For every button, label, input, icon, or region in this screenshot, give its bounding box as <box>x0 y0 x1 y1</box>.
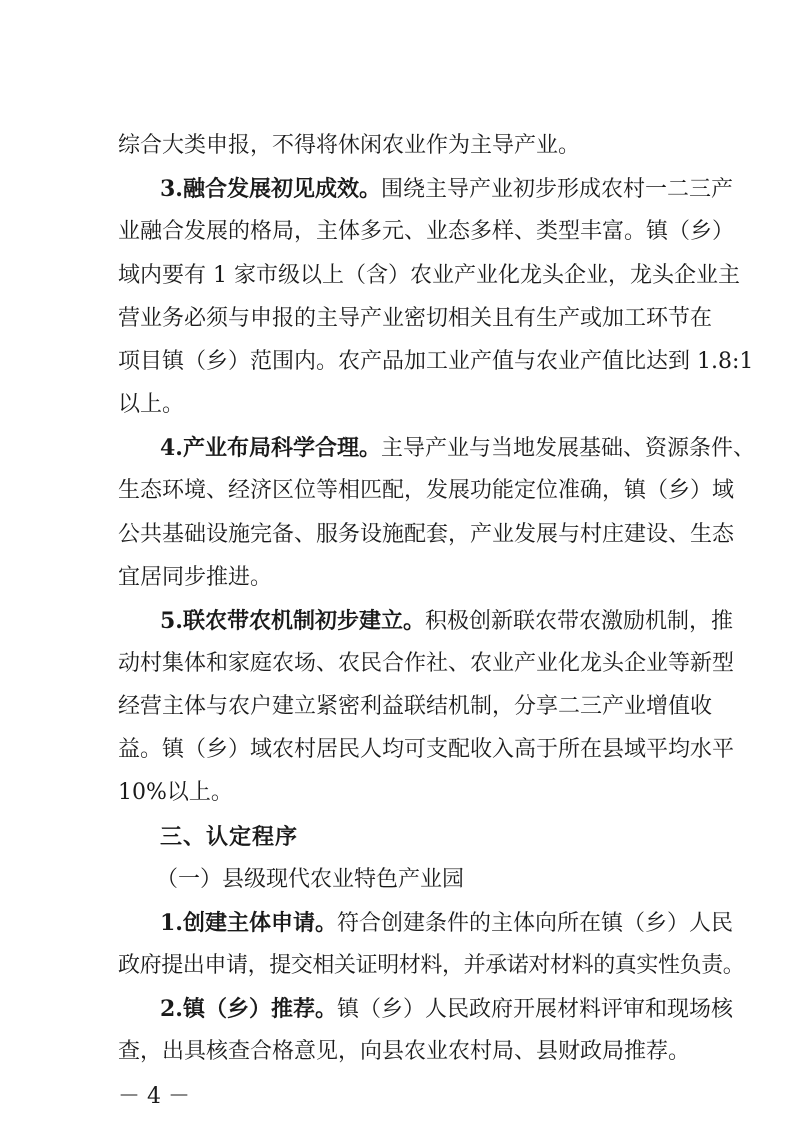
paragraph-line <box>160 174 733 205</box>
item-title: 1.创建主体申请。 <box>160 910 337 936</box>
item-title: 5.联农带农机制初步建立。 <box>160 608 425 634</box>
item-text: 积极创新联农带农激励机制，推 <box>424 609 733 634</box>
paragraph-line: 10%以上。 <box>118 780 233 805</box>
item-title: 3.融合发展初见成效。 <box>160 176 381 202</box>
paragraph-line <box>160 908 733 939</box>
paragraph-line: 益。镇（乡）域农村居民人均可支配收入高于所在县域平均水平 <box>118 737 735 762</box>
item-text: 符合创建条件的主体向所在镇（乡）人民 <box>336 911 733 936</box>
item-title: 2.镇（乡）推荐。 <box>160 996 337 1022</box>
paragraph-line: 以上。 <box>118 392 185 417</box>
paragraph-line: 政府提出申请，提交相关证明材料，并承诺对材料的真实性负责。 <box>118 953 745 978</box>
paragraph-line: 域内要有 1 家市级以上（含）农业产业化龙头企业，龙头企业主 <box>118 263 740 288</box>
paragraph-line: 综合大类申报，不得将休闲农业作为主导产业。 <box>118 133 581 158</box>
paragraph-line <box>118 1037 691 1067</box>
paragraph-line: 生态环境、经济区位等相匹配，发展功能定位准确，镇（乡）域 <box>118 478 735 503</box>
paragraph-line: 业融合发展的格局，主体多元、业态多样、类型丰富。镇（乡） <box>118 219 735 244</box>
paragraph-line: 动村集体和家庭农场、农民合作社、农业产业化龙头企业等新型 <box>118 651 735 676</box>
page-number: － 4 － <box>118 1084 190 1109</box>
item-text: 主导产业与当地发展基础、资源条件、 <box>380 436 755 461</box>
subsection-heading: （一）县级现代农业特色产业园 <box>156 867 465 892</box>
paragraph-line <box>160 433 755 464</box>
item-title: 4.产业布局科学合理。 <box>160 435 381 461</box>
item-text: 围绕主导产业初步形成农村一二三产 <box>380 177 733 202</box>
paragraph-line: 宜居同步推进。 <box>118 565 273 590</box>
paragraph-line: 营业务必须与申报的主导产业密切相关且有生产或加工环节在 <box>118 306 713 331</box>
paragraph-line <box>160 606 733 637</box>
paragraph-line: 经营主体与农户建立紧密利益联结机制，分享二三产业增值收 <box>118 694 713 719</box>
paragraph-line: 项目镇（乡）范围内。农产品加工业产值与农业产值比达到 1.8:1 <box>118 349 754 374</box>
section-heading: 三、认定程序 <box>160 824 299 850</box>
item-text: 查，出具核查合格意见，向县农业农村局、县财政局推荐。 <box>118 1039 691 1064</box>
paragraph-line: 公共基础设施完备、服务设施配套，产业发展与村庄建设、生态 <box>118 522 735 547</box>
item-text: 镇（乡）人民政府开展材料评审和现场核 <box>336 997 733 1022</box>
paragraph-line <box>160 994 733 1025</box>
